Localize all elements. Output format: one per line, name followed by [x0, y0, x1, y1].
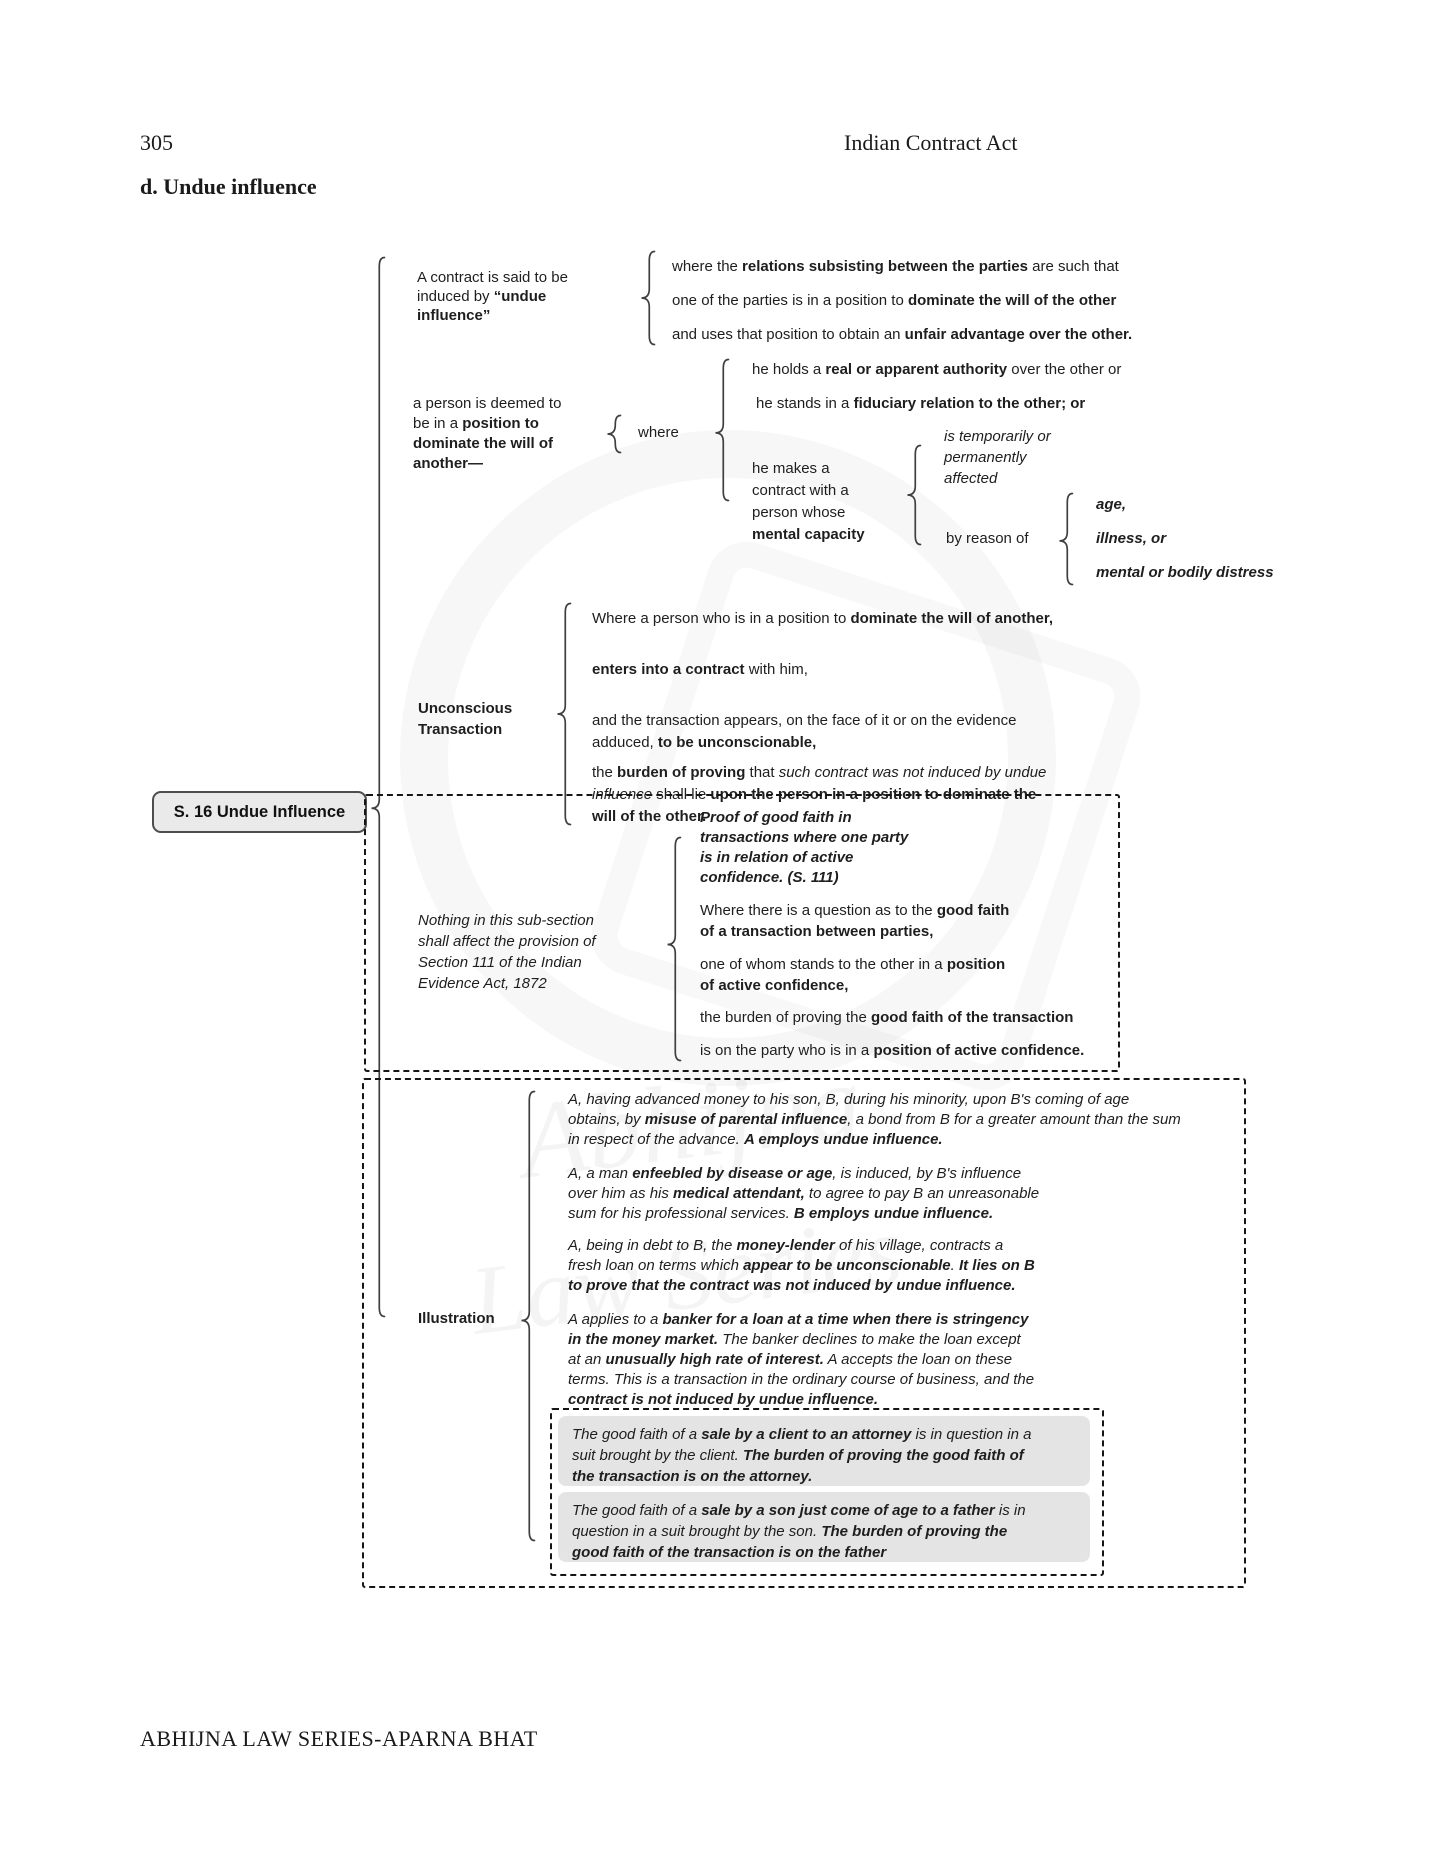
- illustration-item-3: A, being in debt to B, the money-lender of his village, contracts a fresh loan on terms which appear to be unconscionable. It lies on B to prove that the contract was not induced by undue influence.: [568, 1237, 1035, 1294]
- s111-heading: Proof of good faith in transactions where one party is in relation of active confidence. (S. 111): [700, 809, 909, 886]
- root-node-s16-undue-influence: S. 16 Undue Influence: [152, 791, 367, 833]
- unconscious-item-2: enters into a contract with him,: [592, 661, 808, 678]
- illustration-item-4: A applies to a banker for a loan at a time when there is stringency in the money market. The banker declines to make the loan except at an unusually high rate of interest. A accepts the loan on these terms. This is a transaction in the ordinary course of business, and the contract is not induced by undue influence.: [568, 1311, 1035, 1408]
- authority-item: he holds a real or apparent authority over the other or: [752, 361, 1122, 378]
- gray-note-father-text: The good faith of a sale by a son just come of age to a father is in question in a suit brought by the son. The burden of proving the good faith of the transaction is on the father: [572, 1502, 1026, 1561]
- section-heading: d. Undue influence: [140, 174, 317, 199]
- definition-items: where the relations subsisting between the parties are such that one of the parties is in a position to dominate the will of the other and uses that position to obtain an unfair advantage over the other.: [672, 258, 1133, 343]
- definition-node: A contract is said to be induced by “undue influence”: [417, 269, 568, 324]
- mental-capacity-brace: [906, 444, 922, 546]
- page-number: 305: [140, 130, 173, 155]
- gray-note-attorney-text: The good faith of a sale by a client to an attorney is in question in a suit brought by the client. The burden of proving the good faith of the transaction is on the attorney.: [572, 1426, 1032, 1485]
- causes-items: age, illness, or mental or bodily distress: [1096, 496, 1274, 581]
- s111-item-2: one of whom stands to the other in a position of active confidence,: [700, 956, 1006, 994]
- by-reason-label: by reason of: [946, 530, 1029, 547]
- causes-brace: [1058, 492, 1074, 586]
- illustration-item-1: A, having advanced money to his son, B, during his minority, upon B's coming of age obtains, by misuse of parental influence, a bond from B for a greater amount than the sum in respect of the advance. A employs undue influence.: [568, 1091, 1181, 1148]
- affected-item: is temporarily or permanently affected: [944, 428, 1051, 487]
- unconscious-brace: [556, 602, 572, 826]
- dominate-node: a person is deemed to be in a position to dominate the will of another—: [413, 395, 562, 472]
- unconscious-item-4: the burden of proving that such contract was not induced by undue influence shall lie upon the person in a position to dominate the will of the other.: [592, 764, 1047, 825]
- s111-note: Nothing in this sub-section shall affect the provision of Section 111 of the Indian Evidence Act, 1872: [418, 912, 596, 992]
- definition-brace: [640, 250, 656, 346]
- s111-brace: [666, 836, 682, 1062]
- unconscious-transaction-label: Unconscious Transaction: [418, 700, 513, 738]
- unconscious-item-3: and the transaction appears, on the face of it or on the evidence adduced, to be unconscionable,: [592, 712, 1017, 751]
- illustration-label: Illustration: [418, 1310, 495, 1327]
- where-label: where: [638, 424, 679, 441]
- footer-series-title: ABHIJNA LAW SERIES-APARNA BHAT: [140, 1726, 538, 1751]
- where-brace: [606, 414, 622, 454]
- s111-item-1: Where there is a question as to the good faith of a transaction between parties,: [700, 902, 1010, 940]
- unconscious-item-1: Where a person who is in a position to dominate the will of another,: [592, 610, 1053, 627]
- illustration-brace: [520, 1090, 536, 1542]
- s111-item-4: is on the party who is in a position of active confidence.: [700, 1042, 1085, 1059]
- illustration-item-2: A, a man enfeebled by disease or age, is induced, by B's influence over him as his medical attendant, to agree to pay B an unreasonable sum for his professional services. B employs undue influence.: [568, 1165, 1040, 1222]
- doc-title: Indian Contract Act: [844, 130, 1018, 155]
- dominate-conditions-brace: [714, 358, 730, 502]
- fiduciary-item: he stands in a fiduciary relation to the other; or: [756, 395, 1086, 412]
- mental-capacity-node: he makes a contract with a person whose mental capacity: [752, 460, 865, 543]
- s111-item-3: the burden of proving the good faith of the transaction: [700, 1009, 1074, 1026]
